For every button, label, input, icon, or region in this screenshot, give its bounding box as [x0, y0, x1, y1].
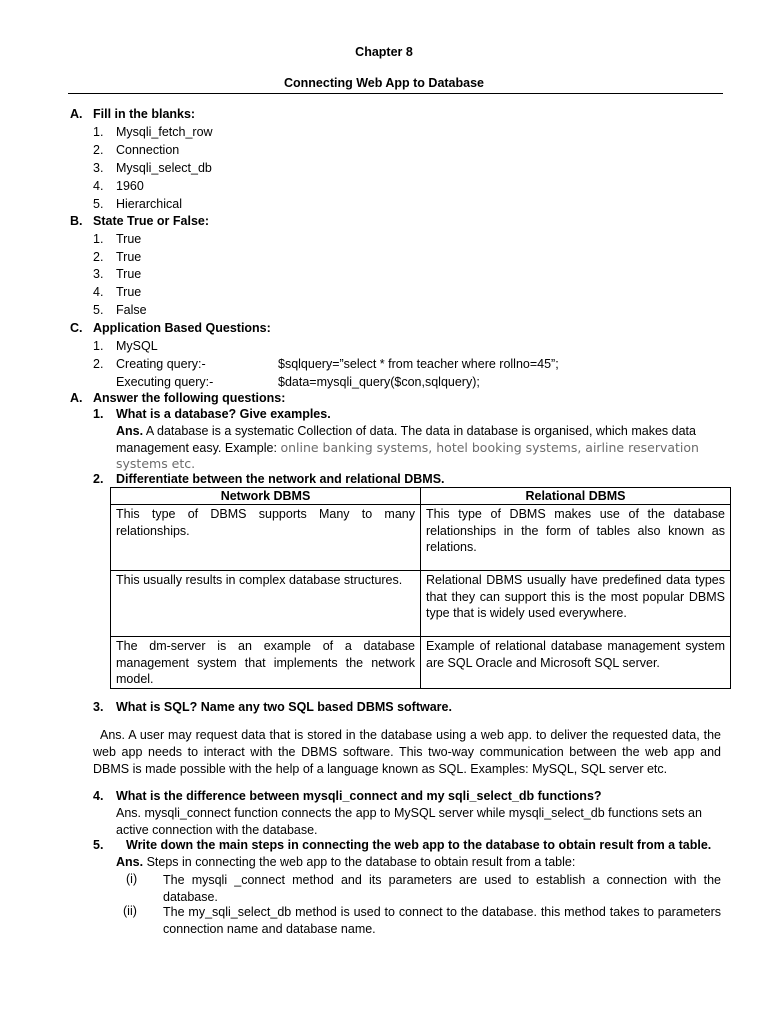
section-c-label: C. — [70, 321, 83, 335]
question-text: Differentiate between the network and relational DBMS. — [116, 472, 445, 486]
list-item-number: 3. — [93, 267, 104, 281]
title-rule — [68, 93, 723, 94]
list-item: Mysqli_select_db — [116, 161, 212, 175]
question-text: What is SQL? Name any two SQL based DBMS software. — [116, 700, 452, 714]
list-item-number: 5. — [93, 197, 104, 211]
chapter-number: Chapter 8 — [355, 45, 413, 59]
list-item-number: 2. — [93, 357, 104, 371]
answer-paragraph: Ans. A user may request data that is stored in the database using a web app. to deliver the requested data, the web app needs to interact with the DBMS software. This two-way communication between the web app and DBMS is made possible with the help of a language known as SQL. Examples: MySQL, SQL server etc. — [93, 728, 721, 776]
step-text: The my_sqli_select_db method is used to connect to the database. this method takes to parameters connection name and database name. — [163, 905, 721, 936]
table-header-cell: Relational DBMS — [421, 488, 731, 505]
table-cell: This usually results in complex database structures. — [111, 571, 421, 637]
step-number: (i) — [126, 872, 138, 886]
page-title: Connecting Web App to Database — [283, 76, 484, 90]
section-a-label: A. — [70, 107, 83, 121]
step-text: The mysqli _connect method and its parameters are used to establish a connection with the database. — [163, 873, 721, 904]
list-item-number: 3. — [93, 161, 104, 175]
section-c-heading: Application Based Questions: — [93, 321, 271, 335]
answer-paragraph — [116, 855, 575, 869]
list-item: Mysqli_fetch_row — [116, 125, 213, 139]
list-item-number: 2. — [93, 143, 104, 157]
table-cell: The dm-server is an example of a database management system that implements the network model. — [111, 637, 421, 689]
list-item-number: 4. — [93, 285, 104, 299]
table-cell: This type of DBMS supports Many to many relationships. — [111, 505, 421, 571]
table-row — [111, 571, 731, 637]
question-number: 2. — [93, 472, 104, 486]
table-header-row — [111, 488, 731, 505]
list-item-number: 1. — [93, 125, 104, 139]
table-cell: Example of relational database management system are SQL Oracle and Microsoft SQL server. — [421, 637, 731, 689]
comparison-table — [110, 487, 731, 689]
question-text: What is the difference between mysqli_connect and my sqli_select_db functions? — [116, 789, 602, 803]
list-item-number: 1. — [93, 232, 104, 246]
table-header-cell: Network DBMS — [111, 488, 421, 505]
table-row — [111, 505, 731, 571]
question-number: 4. — [93, 789, 104, 803]
section-b-label: B. — [70, 214, 83, 228]
list-item: False — [116, 303, 147, 317]
answer-text: A database is a systematic Collection of data. The data in database is organised, which makes data management easy. Example: — [116, 424, 696, 455]
list-item-number: 2. — [93, 250, 104, 264]
step-number: (ii) — [123, 904, 137, 918]
question-number: 3. — [93, 700, 104, 714]
question-text: What is a database? Give examples. — [116, 407, 331, 421]
question-text: Write down the main steps in connecting the web app to the database to obtain result from a table. — [126, 838, 712, 852]
section-d-heading: Answer the following questions: — [93, 391, 286, 405]
list-item: True — [116, 267, 142, 281]
answer-examples: online banking systems, hotel booking systems, airline reservation systems etc. — [116, 439, 699, 471]
answer-label: Ans. — [116, 855, 144, 869]
table-cell: Relational DBMS usually have predefined data types that they can support this is the most popular DBMS type that is widely used everywhere. — [421, 571, 731, 637]
answer-label: Ans. — [116, 424, 144, 438]
executing-query-code: $data=mysqli_query($con,sqlquery); — [278, 375, 480, 389]
answer-text: Steps in connecting the web app to the database to obtain result from a table: — [143, 855, 576, 869]
list-item: MySQL — [116, 339, 158, 353]
table-row — [111, 637, 731, 689]
list-item: True — [116, 250, 142, 264]
list-item: Connection — [116, 143, 180, 157]
list-item-number: 5. — [93, 303, 104, 317]
list-item: 1960 — [116, 179, 144, 193]
list-item: True — [116, 285, 142, 299]
list-item-number: 1. — [93, 339, 104, 353]
table-cell: This type of DBMS makes use of the database relationships in the form of tables also known as relations. — [421, 505, 731, 571]
list-item-number: 4. — [93, 179, 104, 193]
creating-query-label: Creating query:- — [116, 357, 206, 371]
list-item: Hierarchical — [116, 197, 182, 211]
section-b-heading: State True or False: — [93, 214, 210, 228]
question-number: 1. — [93, 407, 104, 421]
section-d-label: A. — [70, 391, 83, 405]
list-item: True — [116, 232, 142, 246]
question-number: 5. — [93, 838, 104, 852]
executing-query-label: Executing query:- — [116, 375, 214, 389]
answer-paragraph: Ans. mysqli_connect function connects the app to MySQL server while mysqli_select_db functions sets an active connection with the database. — [116, 806, 702, 837]
section-a-heading: Fill in the blanks: — [93, 107, 196, 121]
answer-paragraph — [116, 423, 721, 473]
creating-query-code: $sqlquery=”select * from teacher where rollno=45”; — [278, 357, 559, 371]
